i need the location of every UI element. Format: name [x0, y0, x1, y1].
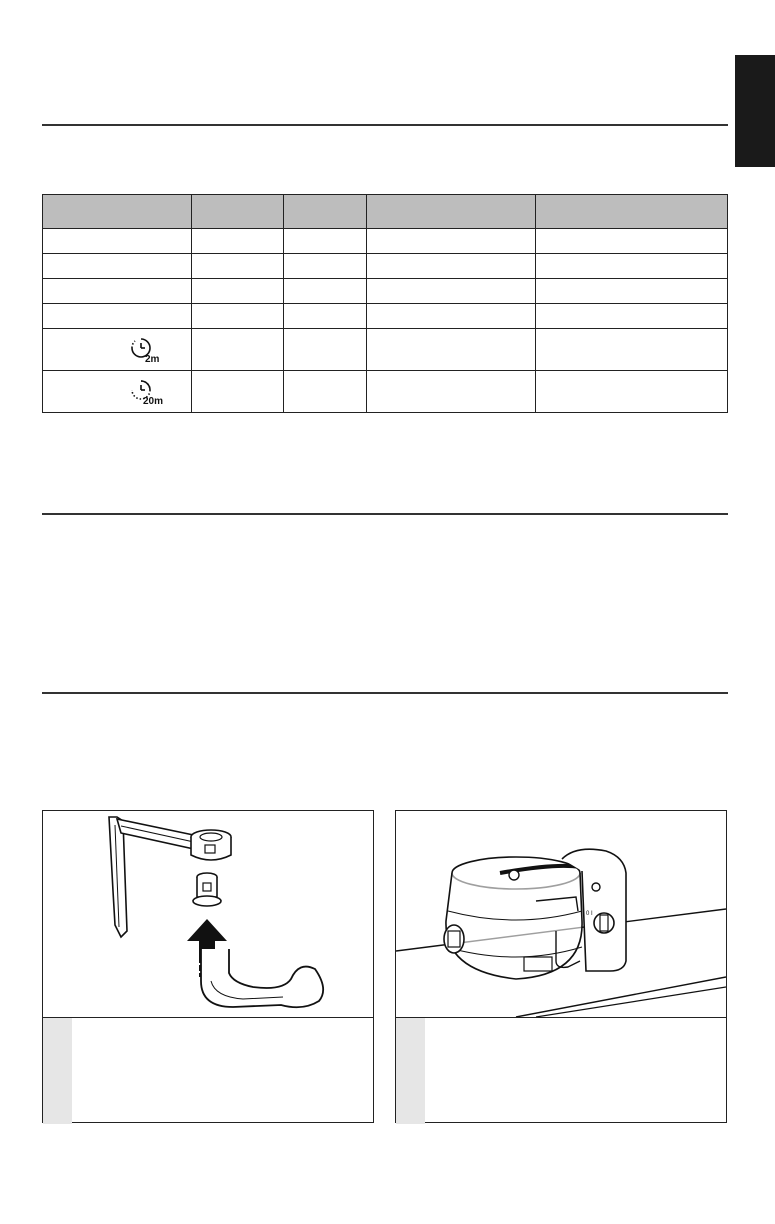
- step-number-2: [396, 1018, 425, 1124]
- dough-hook-attach-illustration: [43, 811, 373, 1017]
- table-header-cell: [191, 195, 283, 229]
- step-panel-1: [42, 810, 374, 1123]
- svg-text:0 I: 0 I: [586, 911, 593, 917]
- step-number-1: [43, 1018, 72, 1124]
- step-caption-2: [396, 1017, 726, 1124]
- language-tab: [735, 55, 775, 167]
- timer-2m-label: 2m: [144, 354, 160, 363]
- table-row: [43, 304, 728, 329]
- table-row: [43, 279, 728, 304]
- table-row: [43, 371, 728, 413]
- table-header-cell: [536, 195, 728, 229]
- table-header-cell: [43, 195, 192, 229]
- table-row: [43, 329, 728, 371]
- table-header-cell: [283, 195, 366, 229]
- mixer-bowl-illustration: [396, 811, 726, 1017]
- table-header-row: [43, 195, 728, 229]
- step-panel-2: [395, 810, 727, 1123]
- table-header-cell: [366, 195, 536, 229]
- timer-20m-icon: [125, 377, 173, 405]
- step-caption-1: [43, 1017, 373, 1124]
- table-row: [43, 229, 728, 254]
- section-divider-3: [42, 692, 728, 694]
- timer-2m-icon: [125, 335, 173, 363]
- section-divider-2: [42, 513, 728, 515]
- section-divider-1: [42, 124, 728, 126]
- timer-20m-label: 20m: [142, 396, 163, 405]
- table-row: [43, 254, 728, 279]
- specification-table: [42, 194, 728, 413]
